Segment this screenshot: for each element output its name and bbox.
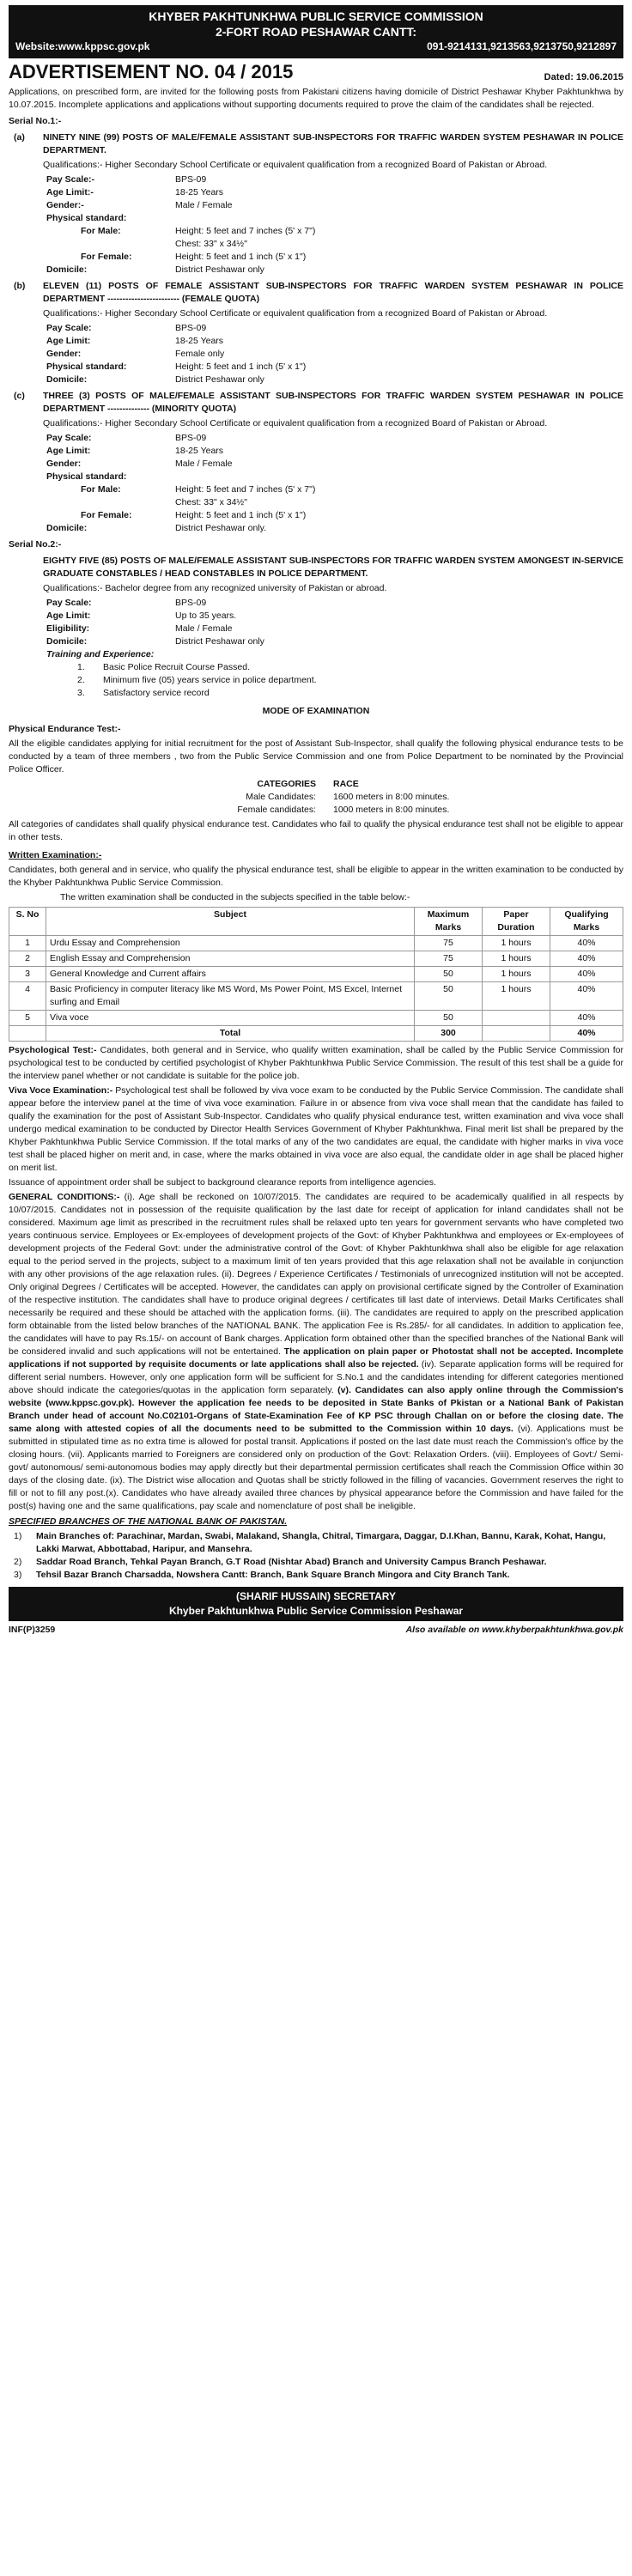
domicile-label: Domicile: xyxy=(46,636,88,647)
age-limit-label: Age Limit: xyxy=(46,611,91,621)
pay-scale-value: BPS-09 xyxy=(175,598,207,608)
inf-code: INF(P)3259 xyxy=(9,1625,56,1635)
physical-standard-value: Height: 5 feet and 1 inch (5' x 1") xyxy=(175,361,307,372)
age-limit-label: Age Limit: xyxy=(46,446,91,456)
physical-standard-label: Physical standard: xyxy=(46,361,127,372)
physical-test-note: All categories of candidates shall qualify physical endurance test. Candidates who fail to qualify the physical endurance test shall not be eligible to appear in other tests. xyxy=(9,819,623,842)
gender-value: Male / Female xyxy=(175,200,233,210)
table-row: 2 English Essay and Comprehension 75 1 hours 40% xyxy=(9,951,623,967)
domicile-value: District Peshawar only. xyxy=(175,523,267,533)
race-category: Male Candidates: xyxy=(246,792,316,802)
training-title: Training and Experience: xyxy=(46,649,155,659)
viva-voce-extra: Issuance of appointment order shall be subject to background clearance reports from intelligence agencies. xyxy=(9,1177,436,1188)
domicile-label: Domicile: xyxy=(46,523,88,533)
physical-standard-label: Physical standard: xyxy=(46,471,127,482)
table-row: 1 Urdu Essay and Comprehension 75 1 hours 40% xyxy=(9,936,623,951)
post-b-qualifications: Qualifications:- Higher Secondary School Certificate or equivalent qualification from a recognized Board of Pakistan or Abroad. xyxy=(43,308,548,319)
intro-paragraph: Applications, on prescribed form, are invited for the following posts from Pakistani citizens having domicile of District Peshawar Khyber Pakhtunkhwa by 10.07.2015. Incomplete applications and applications without supporting documents required to prove the claim of the candidates shall be rejected. xyxy=(9,87,623,110)
age-limit-label: Age Limit: xyxy=(46,336,91,346)
age-limit-label: Age Limit:- xyxy=(46,187,94,197)
pay-scale-value: BPS-09 xyxy=(175,323,207,333)
male-height: Height: 5 feet and 7 inches (5' x 7") xyxy=(175,484,316,495)
written-exam-title: Written Examination:- xyxy=(9,850,102,860)
commission-title: KHYBER PAKHTUNKHWA PUBLIC SERVICE COMMISSION xyxy=(149,9,483,23)
male-chest: Chest: 33" x 34½" xyxy=(175,497,247,507)
for-male-label: For Male: xyxy=(81,484,121,495)
footer-banner xyxy=(9,1587,623,1621)
race-value: 1600 meters in 8:00 minutes. xyxy=(333,792,450,802)
also-available-link[interactable]: Also available on www.khyberpakhtunkhwa.gov.pk xyxy=(405,1625,623,1635)
header-banner xyxy=(9,5,623,58)
written-exam-intro: The written examination shall be conducted in the subjects specified in the table below:- xyxy=(60,892,410,902)
secretary-name: (SHARIF HUSSAIN) SECRETARY xyxy=(235,1590,396,1602)
for-female-label: For Female: xyxy=(81,510,132,520)
serial-2-post xyxy=(9,555,623,700)
eligibility-value: Male / Female xyxy=(175,623,233,634)
post-a-heading: NINETY NINE (99) POSTS OF MALE/FEMALE ASSISTANT SUB-INSPECTORS FOR TRAFFIC WARDEN SYSTEM PESHAWAR IN POLICE DEPARTMENT. xyxy=(43,132,623,155)
pay-scale-label: Pay Scale: xyxy=(46,598,92,608)
female-height: Height: 5 feet and 1 inch (5' x 1") xyxy=(175,510,307,520)
domicile-value: District Peshawar only xyxy=(175,264,264,275)
training-item: 1. Basic Police Recruit Course Passed. xyxy=(77,662,250,672)
serial-1-label: Serial No.1:- xyxy=(9,116,62,126)
training-item: 3. Satisfactory service record xyxy=(77,688,210,698)
pay-scale-value: BPS-09 xyxy=(175,174,207,185)
male-height: Height: 5 feet and 7 inches (5' x 7") xyxy=(175,226,316,236)
categories-header: CATEGORIES xyxy=(257,779,316,789)
for-male-label: For Male: xyxy=(81,226,121,236)
advertisement-date: Dated: 19.06.2015 xyxy=(544,72,623,82)
domicile-value: District Peshawar only xyxy=(175,374,264,385)
age-limit-value: 18-25 Years xyxy=(175,336,224,346)
table-total-row: Total 300 40% xyxy=(9,1026,623,1042)
age-limit-value: 18-25 Years xyxy=(175,187,224,197)
post-b xyxy=(9,280,623,386)
serial-2-heading: EIGHTY FIVE (85) POSTS OF MALE/FEMALE ASSISTANT SUB-INSPECTORS FOR TRAFFIC WARDEN SYSTEM AMONGEST IN-SERVICE GRADUATE CONSTABLES / HEAD CONSTABLES IN POLICE DEPARTMENT. xyxy=(43,556,623,579)
post-c-heading: THREE (3) POSTS OF MALE/FEMALE ASSISTANT SUB-INSPECTORS FOR TRAFFIC WARDEN SYSTEM PESHAWAR IN POLICE DEPARTMENT -------------- (MINORITY QUOTA) xyxy=(43,391,623,414)
post-b-heading: ELEVEN (11) POSTS OF FEMALE ASSISTANT SUB-INSPECTORS FOR TRAFFIC WARDEN SYSTEM PESHAWAR IN POLICE DEPARTMENT ------------------------ (FEMALE QUOTA) xyxy=(43,281,623,304)
age-limit-value: 18-25 Years xyxy=(175,446,224,456)
gender-label: Gender: xyxy=(46,349,82,359)
gender-value: Male / Female xyxy=(175,459,233,469)
commission-address: 2-FORT ROAD PESHAWAR CANTT: xyxy=(215,25,417,39)
pay-scale-label: Pay Scale: xyxy=(46,323,92,333)
race-category: Female candidates: xyxy=(237,805,316,815)
list-item: 3) Tehsil Bazar Branch Charsadda, Nowshera Cantt: Branch, Bank Square Branch Mingora and City Branch Tank. xyxy=(14,1570,510,1580)
table-row: 3 General Knowledge and Current affairs 50 1 hours 40% xyxy=(9,967,623,982)
post-c-label: (c) xyxy=(14,391,25,401)
viva-voce-paragraph: Viva Voce Examination:- Psychological test shall be followed by viva voce exam to be conducted by the Public Service Commission. The candidate shall appear before the interview panel at the time of viva voce examination. Failure in or absence from viva voce shall mean that the candidate has failed to qualify the examination for the post of Assistant Sub-Inspector. Candidates who qualify physical endurance test, written examination and viva voce shall undergo medical examination to be conducted by Director Health Services Government of Khyber Pakhtunkhwa. Final merit list shall be prepared by the Khyber Pakhtunkhwa Public Service Commission. If the total marks of any of the two candidates are equal, the candidate with higher marks in viva voce test shall be placed higher on merit and, in case, where the marks obtained in viva voce are also equal, the candidate older in age shall be placed higher on merit list. xyxy=(9,1085,623,1173)
advertisement-page xyxy=(9,5,623,1637)
general-conditions-paragraph: GENERAL CONDITIONS:- (i). Age shall be reckoned on 10/07/2015. The candidates are required to be academically qualified in all respects by 10/07/2015. Candidates not in possession of the requisite qualification by the last date for receipt of application for inland candidates shall not be considered. Maximum age limit as prescribed in the recruitment rules shall be relaxed upto ten years for government servants who have completed two years continuous service. Employees or Ex-employees of development projects of the Govt: of Khyber Pakhtunkhwa and employees or Ex-employees of development projects of the Federal Govt: under the administrative control of the Govt: of Khyber Pakhtunkhwa shall also be eligible for age relaxation equal to the period served in the projects, subject to a maximum limit of ten years provided that this age relaxation shall not be available in conjunction with any other provisions of the age relaxation rules. (ii). Degrees / Experience Certificates / Testimonials of unrecognized institution will not be accepted. Only original Degrees / Certificates will be accepted. However, the candidates can apply on provisional certificate signed by the Controller of Examination of the respective institution. The candidates shall have to produce original degrees / certificates till last date of interviews. Detail Marks Certificates shall necessarily be required and these should be attached with the application forms. (iii). The candidates are required to apply on the prescribed application form obtainable from the listed below branches of the NATIONAL BANK. The application Fee is Rs.285/- for all candidates. In addition to application fee, the candidates will have to pay Rs.15/- on account of Bank charges. Application form obtained other than the specified branches of the National Bank will be considered invalid and such applications will not be entertained. The application on plain paper or Photostat shall not be accepted. Incomplete applications if not supported by requisite documents or late applications shall also be rejected. (iv). Separate application forms will be required for different serial numbers. However, only one application form will be sufficient for S.No.1 and the candidates intending for different categories mentioned above should indicate the categories/quotas in the application form separately. (v). Candidates can also apply online through the Commission's website (www.kppsc.gov.pk). However the application fee needs to be deposited in State Banks of Pkistan or a National Bank of Pakistan Branch under head of account No.C02101-Organs of State-Examination Fee of KP PSC through Challan on or before the closing date. The same along with attested copies of all the documents need to be submitted to the Commission within 10 days. (vi). Applications must be submitted in stipulated time as no extra time is allowed for postal transit. Applications if posted on the last date must reach the Commission's office by the closing hours. (vii). Applicants married to Foreigners are considered only on production of the Govt: Relaxation Orders. (viii). Employees of Govt:/ Semi-govt/ autonomous/ semi-autonomous bodies may apply directly but their departmental permission certificates shall reach the Commission Office within 30 days of the closing date. (ix). The District wise allocation and Quotas shall be strictly followed in the filling of vacancies. Government reserves the right to fill or not to fill any post.(x). Candidates who have already availed three chances by physical appearance before the Commission and have failed for the post(s) having one and the same qualifications, pay scale and nomenclature of post shall be ineligible. xyxy=(9,1192,624,1511)
col-sno: S. No xyxy=(9,908,46,936)
col-subject: Subject xyxy=(46,908,415,936)
eligibility-label: Eligibility: xyxy=(46,623,90,634)
col-qualifying: Qualifying Marks xyxy=(550,908,623,936)
pay-scale-value: BPS-09 xyxy=(175,433,207,443)
post-a xyxy=(9,131,623,276)
written-exam-table xyxy=(9,907,623,1042)
gender-label: Gender:- xyxy=(46,200,84,210)
gender-value: Female only xyxy=(175,349,225,359)
website-text: Website:www.kppsc.gov.pk xyxy=(15,40,150,52)
race-header: RACE xyxy=(333,779,359,789)
post-b-label: (b) xyxy=(14,281,26,291)
post-a-qualifications: Qualifications:- Higher Secondary School Certificate or equivalent qualification from a recognized Board of Pakistan or Abroad. xyxy=(43,160,548,170)
serial-2-label: Serial No.2:- xyxy=(9,539,62,550)
post-c xyxy=(9,390,623,535)
pay-scale-label: Pay Scale:- xyxy=(46,174,95,185)
list-item: 1) Main Branches of: Parachinar, Mardan, Swabi, Malakand, Shangla, Chitral, Timargara, Daggar, D.I.Khan, Bannu, Karak, Kohat, Hangu, Lakki Marwat, Abbottabad, Haripur, and Mansehra. xyxy=(14,1531,606,1554)
table-row: 5 Viva voce 50 40% xyxy=(9,1011,623,1026)
physical-test-title: Physical Endurance Test:- xyxy=(9,724,121,734)
table-row: 4 Basic Proficiency in computer literacy like MS Word, Ms Power Point, MS Excel, Internet surfing and Email 50 1 hours 40% xyxy=(9,982,623,1011)
psychological-test-paragraph: Psychological Test:- Candidates, both general and in Service, who qualify written examination, shall be called by the Public Service Commission for psychological test to be conducted by certified psychologist of Khyber Pakhtunkhwa Public Service Commission. The result of this test shall be a guide for the interview panel whether or not candidate is suitable for the police job. xyxy=(9,1045,623,1081)
domicile-value: District Peshawar only xyxy=(175,636,264,647)
domicile-label: Domicile: xyxy=(46,374,88,385)
male-chest: Chest: 33" x 34½" xyxy=(175,239,247,249)
serial-2-qualifications: Qualifications:- Bachelor degree from any recognized university of Pakistan or abroad. xyxy=(43,583,387,593)
race-table xyxy=(161,778,471,817)
advertisement-number: ADVERTISEMENT NO. 04 / 2015 xyxy=(9,61,294,82)
col-duration: Paper Duration xyxy=(483,908,550,936)
branches-list xyxy=(9,1530,623,1582)
post-c-qualifications: Qualifications:- Higher Secondary School Certificate or equivalent qualification from a recognized Board of Pakistan or Abroad. xyxy=(43,418,548,428)
for-female-label: For Female: xyxy=(81,252,132,262)
physical-standard-label: Physical standard: xyxy=(46,213,127,223)
branches-title: SPECIFIED BRANCHES OF THE NATIONAL BANK OF PAKISTAN. xyxy=(9,1516,288,1527)
col-max-marks: Maximum Marks xyxy=(415,908,483,936)
physical-test-text: All the eligible candidates applying for initial recruitment for the post of Assistant Sub-Inspector, shall qualify the following physical endurance tests to be conducted by a team of three members , two from the Public Service Commission and one from Police Department to be nominated by the Provincial Police Officer. xyxy=(9,738,623,775)
phone-numbers: 091-9214131,9213563,9213750,9212897 xyxy=(427,40,617,52)
gender-label: Gender: xyxy=(46,459,82,469)
written-exam-text: Candidates, both general and in service, who qualify the physical endurance test, shall be eligible to appear in the written examination to be conducted by the Khyber Pakhtunkhwa Public Service Commission. xyxy=(9,865,623,888)
list-item: 2) Saddar Road Branch, Tehkal Payan Branch, G.T Road (Nishtar Abad) Branch and University Campus Branch Peshawar. xyxy=(14,1557,547,1567)
female-height: Height: 5 feet and 1 inch (5' x 1") xyxy=(175,252,307,262)
post-a-label: (a) xyxy=(14,132,25,143)
race-value: 1000 meters in 8:00 minutes. xyxy=(333,805,450,815)
age-limit-value: Up to 35 years. xyxy=(175,611,237,621)
footer-org: Khyber Pakhtunkhwa Public Service Commission Peshawar xyxy=(168,1605,464,1617)
mode-of-examination-title: MODE OF EXAMINATION xyxy=(262,706,370,716)
domicile-label: Domicile: xyxy=(46,264,88,275)
training-item: 2. Minimum five (05) years service in police department. xyxy=(77,675,317,685)
pay-scale-label: Pay Scale: xyxy=(46,433,92,443)
